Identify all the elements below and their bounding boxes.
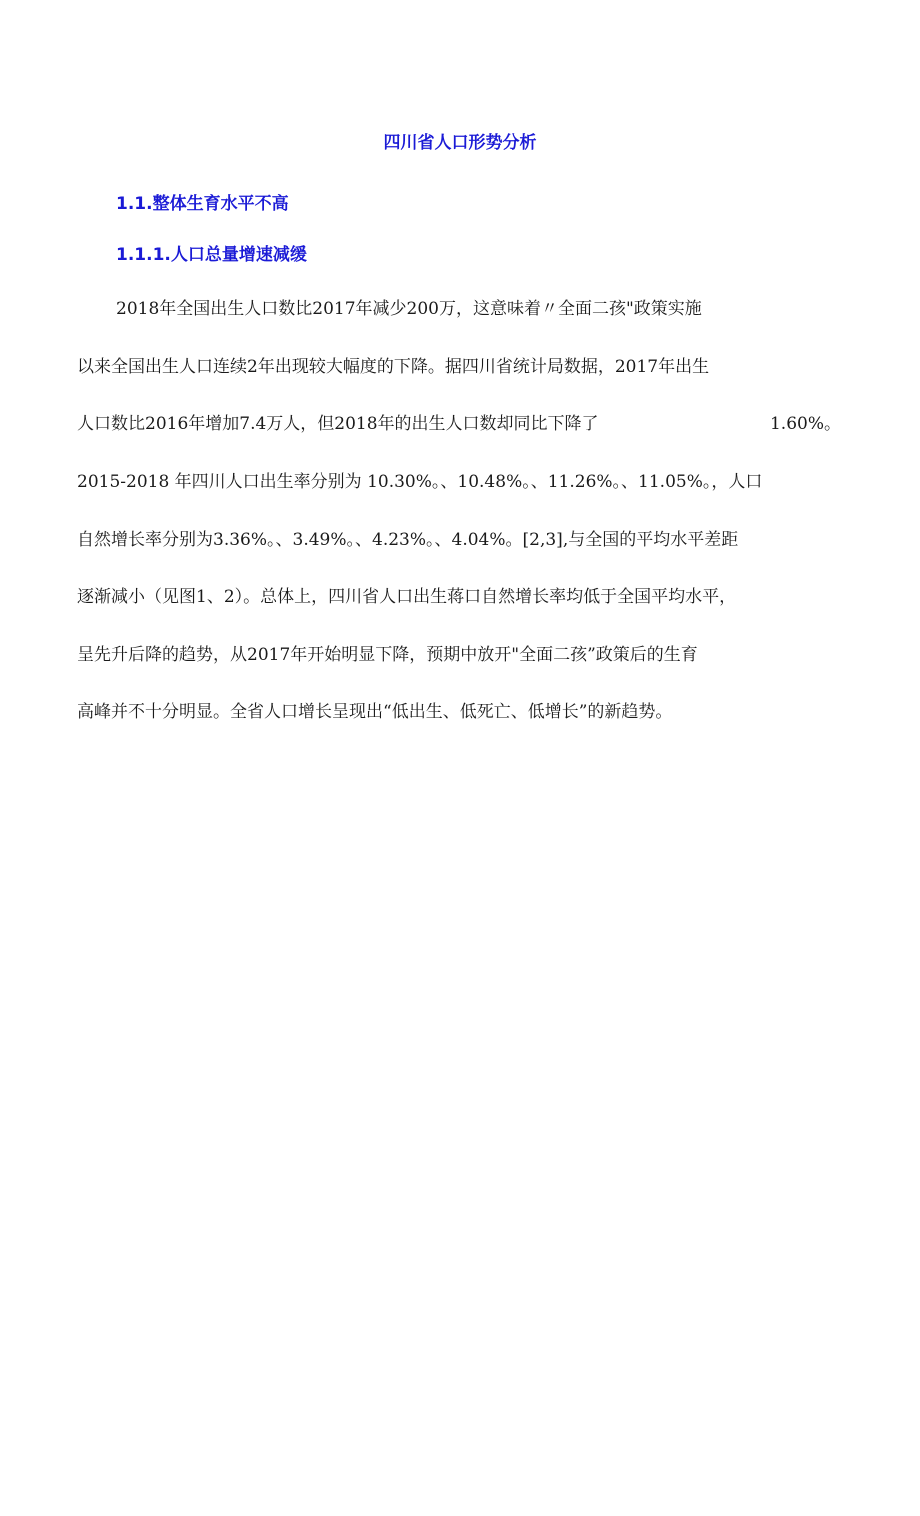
paragraph-line-2: 以来全国出生人口连续2年出现较大幅度的下降。据四川省统计局数据，2017年出生 bbox=[77, 357, 710, 377]
paragraph-line-4: 2015-2018 年四川人口出生率分别为 10.30%。、10.48%。、11.26%。、11.05%。，人口 bbox=[77, 472, 763, 492]
subsection-heading: 1.1.1.人口总量增速减缓 bbox=[116, 245, 307, 265]
paragraph-line-3-percent: 1.60%。 bbox=[769, 414, 841, 434]
paragraph-line-3 bbox=[77, 412, 847, 436]
paragraph-line-3-text: 人口数比2016年增加7.4万人，但2018年的出生人口数却同比下降了 bbox=[77, 414, 599, 434]
paragraph-line-6: 逐渐减小（见图1、2）。总体上，四川省人口出生蒋口自然增长率均低于全国平均水平， bbox=[77, 587, 737, 607]
section-heading: 1.1.整体生育水平不高 bbox=[116, 194, 289, 214]
paragraph-line-8: 高峰并不十分明显。全省人口增长呈现出“低出生、低死亡、低增长”的新趋势。 bbox=[77, 702, 673, 722]
paragraph-line-1: 2018年全国出生人口数比2017年减少200万，这意味着〃全面二孩"政策实施 bbox=[116, 299, 702, 319]
paragraph-line-5: 自然增长率分别为3.36%。、3.49%。、4.23%。、4.04%。[2,3],与全国的平均水平差距 bbox=[77, 530, 739, 550]
document-title: 四川省人口形势分析 bbox=[383, 133, 537, 153]
paragraph-line-7: 呈先升后降的趋势，从2017年开始明显下降，预期中放开"全面二孩”政策后的生育 bbox=[77, 645, 698, 665]
